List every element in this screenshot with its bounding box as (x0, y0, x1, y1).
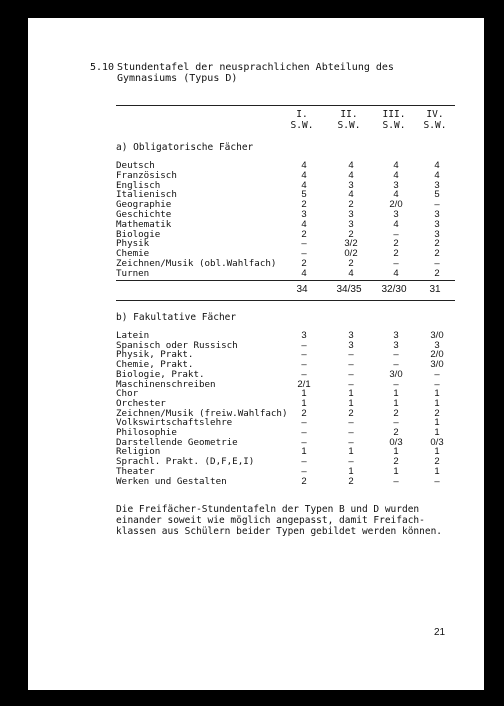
hours-cell: 1 (434, 417, 440, 429)
hours-cell: – (434, 199, 440, 211)
hours-cell: 4 (348, 267, 354, 279)
table-row (116, 380, 466, 390)
hours-cell: 3/0 (389, 368, 403, 380)
hours-cell: 2 (301, 199, 307, 211)
hours-cell: 1 (434, 388, 440, 400)
page-number: 21 (434, 627, 446, 638)
hours-cell: 3/2 (344, 238, 358, 250)
section-a-title: a) Obligatorische Fächer (116, 142, 254, 153)
hours-cell: 1 (434, 446, 440, 458)
table-row (116, 220, 466, 230)
hours-cell: – (434, 378, 440, 390)
hours-cell: – (393, 417, 399, 429)
hours-cell: 2 (393, 248, 399, 260)
subject-label: Darstellende Geometrie (116, 436, 238, 448)
hours-cell: 4 (348, 169, 354, 181)
hours-cell: 4 (434, 169, 440, 181)
hours-cell: – (348, 349, 354, 361)
document-page (28, 18, 484, 690)
hours-cell: 4 (393, 267, 399, 279)
hours-cell: 1 (393, 465, 399, 477)
hours-cell: – (301, 238, 307, 250)
hours-cell: 4 (348, 189, 354, 201)
hours-cell: 2 (348, 199, 354, 211)
hours-cell: 4 (301, 160, 307, 171)
hours-cell: 1 (301, 388, 307, 400)
total-i: 34 (296, 284, 308, 295)
subject-label: Spanisch oder Russisch (116, 339, 238, 351)
hours-cell: 3 (434, 228, 440, 240)
hours-cell: 1 (301, 397, 307, 409)
hours-cell: 2 (301, 258, 307, 269)
hours-cell: 4 (348, 160, 354, 171)
hours-cell: 4 (301, 169, 307, 181)
hours-cell: 3 (301, 209, 307, 220)
table-row (116, 389, 466, 399)
subject-label: Englisch (116, 179, 161, 191)
hours-cell: 3/0 (430, 330, 444, 341)
hours-cell: 2/0 (430, 349, 444, 361)
subject-label: Französisch (116, 169, 177, 181)
hours-cell: 3 (348, 209, 354, 220)
hours-cell: 2 (393, 407, 399, 419)
hours-cell: 3 (393, 179, 399, 191)
hours-cell: – (301, 339, 307, 351)
table-row (116, 457, 466, 467)
section-b-title: b) Fakultative Fächer (116, 312, 237, 323)
hours-cell: 0/3 (389, 436, 403, 448)
hours-cell: – (301, 427, 307, 438)
hours-cell: 2 (301, 475, 307, 487)
hours-cell: – (301, 368, 307, 380)
hours-cell: – (301, 417, 307, 429)
hours-cell: 3 (434, 339, 440, 351)
hours-cell: – (301, 359, 307, 371)
hours-cell: 2/1 (297, 378, 311, 390)
hours-cell: 2 (348, 475, 354, 487)
table-row (116, 477, 466, 487)
subject-label: Physik, Prakt. (116, 349, 194, 361)
hours-cell: – (301, 436, 307, 448)
hours-cell: – (301, 465, 307, 477)
subject-label: Biologie, Prakt. (116, 368, 205, 380)
subject-label: Volkswirtschaftslehre (116, 417, 233, 429)
hours-cell: – (301, 349, 307, 361)
column-header-iii: III. S.W. (382, 109, 406, 131)
hours-cell: 3 (348, 330, 354, 341)
table-top-rule (116, 105, 455, 106)
hours-cell: – (393, 378, 399, 390)
hours-cell: – (393, 228, 399, 240)
hours-cell: – (393, 258, 399, 269)
hours-cell: – (434, 368, 440, 380)
hours-cell: 2 (348, 407, 354, 419)
subject-label: Chemie, Prakt. (116, 359, 194, 371)
hours-cell: 4 (301, 267, 307, 279)
subject-label: Chemie (116, 248, 150, 260)
subject-label: Religion (116, 446, 161, 458)
hours-cell: 1 (348, 397, 354, 409)
hours-cell: 3 (434, 179, 440, 191)
hours-cell: – (348, 427, 354, 438)
subject-label: Theater (116, 465, 155, 477)
subject-label: Werken und Gestalten (116, 475, 227, 487)
column-header-iv: IV. S.W. (423, 109, 447, 131)
hours-cell: – (393, 359, 399, 371)
subject-label: Philosophie (116, 427, 177, 438)
hours-cell: 1 (393, 388, 399, 400)
hours-cell: – (393, 349, 399, 361)
hours-cell: 2 (393, 456, 399, 468)
section-number: 5.10 (90, 62, 115, 73)
hours-cell: – (348, 359, 354, 371)
subject-label: Biologie (116, 228, 161, 240)
table-row (116, 239, 466, 249)
hours-cell: 4 (301, 218, 307, 230)
hours-cell: 4 (393, 169, 399, 181)
hours-cell: 4 (393, 189, 399, 201)
hours-cell: 3 (393, 339, 399, 351)
total-iv: 31 (429, 284, 441, 295)
hours-cell: – (434, 475, 440, 487)
hours-cell: 2 (434, 456, 440, 468)
hours-cell: – (301, 456, 307, 468)
footnote-paragraph: Die Freifächer-Stundentafeln der Typen B und D wurden einander soweit wie möglich angepasst, damit Freifach-klassen aus Schülern beider Typen gebildet werden können. (116, 504, 443, 537)
hours-cell: – (348, 417, 354, 429)
hours-cell: – (301, 248, 307, 260)
hours-cell: 2/0 (389, 199, 403, 211)
hours-cell: – (348, 436, 354, 448)
hours-cell: 1 (434, 397, 440, 409)
hours-cell: 3 (301, 330, 307, 341)
column-header-i: I. S.W. (290, 109, 314, 131)
table-row (116, 438, 466, 448)
subject-label: Latein (116, 330, 150, 341)
hours-cell: 2 (393, 427, 399, 438)
hours-cell: – (348, 456, 354, 468)
subject-label: Italienisch (116, 189, 177, 201)
hours-cell: 2 (434, 407, 440, 419)
hours-cell: 1 (348, 465, 354, 477)
column-header-ii: II. S.W. (337, 109, 361, 131)
hours-cell: 1 (434, 427, 440, 438)
subject-label: Sprachl. Prakt. (D,F,E,I) (116, 456, 255, 468)
section-title: Stundentafel der neusprachlichen Abteilung des Gymnasiums (Typus D) (117, 62, 394, 84)
hours-cell: 1 (393, 446, 399, 458)
hours-cell: 3 (393, 330, 399, 341)
hours-cell: 2 (301, 407, 307, 419)
totals-bottom-rule (116, 300, 455, 301)
hours-cell: 1 (301, 446, 307, 458)
total-ii: 34/35 (336, 284, 362, 295)
hours-cell: 2 (301, 228, 307, 240)
hours-cell: 3 (434, 218, 440, 230)
hours-cell: 2 (434, 267, 440, 279)
hours-cell: 1 (348, 388, 354, 400)
hours-cell: 2 (434, 238, 440, 250)
hours-cell: 3 (348, 179, 354, 191)
hours-cell: 3 (348, 339, 354, 351)
hours-cell: 5 (434, 189, 440, 201)
hours-cell: 2 (393, 238, 399, 250)
totals-top-rule (116, 280, 455, 281)
table-row (116, 230, 466, 240)
subject-label: Chor (116, 388, 139, 400)
hours-cell: 1 (434, 465, 440, 477)
hours-cell: – (434, 258, 440, 269)
subject-label: Mathematik (116, 218, 172, 230)
hours-cell: 2 (348, 258, 354, 269)
hours-cell: 0/3 (430, 436, 444, 448)
hours-cell: – (393, 475, 399, 487)
hours-cell: 5 (301, 189, 307, 201)
hours-cell: 3 (434, 209, 440, 220)
hours-cell: 1 (393, 397, 399, 409)
hours-cell: – (348, 378, 354, 390)
hours-cell: 3 (348, 218, 354, 230)
hours-cell: 2 (348, 228, 354, 240)
hours-cell: 1 (348, 446, 354, 458)
hours-cell: 2 (434, 248, 440, 260)
table-row (116, 269, 466, 279)
subject-label: Zeichnen/Musik (freiw.Wahlfach) (116, 407, 288, 419)
subject-label: Turnen (116, 267, 150, 279)
hours-cell: 4 (393, 160, 399, 171)
subject-label: Geschichte (116, 209, 172, 220)
hours-cell: – (348, 368, 354, 380)
hours-cell: 3/0 (430, 359, 444, 371)
table-row (116, 259, 466, 269)
subject-label: Geographie (116, 199, 172, 211)
table-row (116, 171, 466, 181)
subject-label: Maschinenschreiben (116, 378, 216, 390)
hours-cell: 3 (393, 209, 399, 220)
hours-cell: 4 (301, 179, 307, 191)
subject-label: Orchester (116, 397, 166, 409)
subject-label: Physik (116, 238, 150, 250)
hours-cell: 4 (393, 218, 399, 230)
hours-cell: 0/2 (344, 248, 358, 260)
hours-cell: 4 (434, 160, 440, 171)
total-iii: 32/30 (381, 284, 407, 295)
subject-label: Zeichnen/Musik (obl.Wahlfach) (116, 258, 277, 269)
subject-label: Deutsch (116, 160, 155, 171)
